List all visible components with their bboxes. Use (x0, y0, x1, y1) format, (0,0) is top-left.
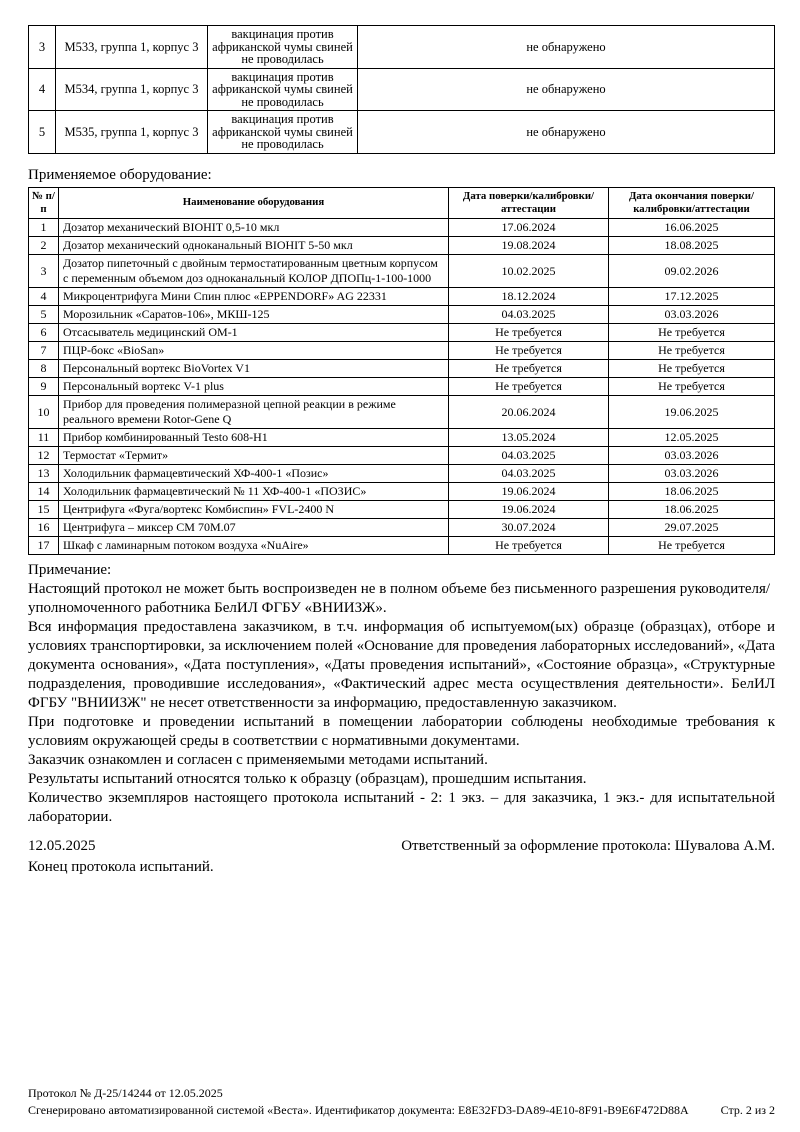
equipment-calibration-date: 13.05.2024 (449, 429, 609, 447)
equipment-calibration-end-date: 29.07.2025 (609, 519, 775, 537)
equipment-number: 6 (29, 324, 59, 342)
equipment-calibration-end-date: 18.06.2025 (609, 483, 775, 501)
sample-row (29, 111, 775, 154)
equipment-calibration-date: 04.03.2025 (449, 447, 609, 465)
responsible-person: Ответственный за оформление протокола: Шувалова А.М. (401, 838, 775, 855)
equipment-table-body (29, 219, 775, 555)
sample-vaccination-info: вакцинация против африканской чумы свиней не проводилась (208, 111, 358, 154)
equipment-name: Холодильник фармацевтический № 11 ХФ-400-1 «ПОЗИС» (59, 483, 449, 501)
end-of-protocol: Конец протокола испытаний. (28, 859, 214, 876)
equipment-number: 13 (29, 465, 59, 483)
sample-id: М533, группа 1, корпус 3 (56, 26, 208, 69)
equipment-name: Прибор комбинированный Testo 608-H1 (59, 429, 449, 447)
equipment-number: 12 (29, 447, 59, 465)
equipment-name: Центрифуга – миксер СМ 70М.07 (59, 519, 449, 537)
equipment-name: Персональный вортекс V-1 plus (59, 378, 449, 396)
sample-number: 5 (29, 111, 56, 154)
sample-id: М535, группа 1, корпус 3 (56, 111, 208, 154)
equipment-name: Холодильник фармацевтический ХФ-400-1 «Позис» (59, 465, 449, 483)
equipment-name: Термостат «Термит» (59, 447, 449, 465)
sample-id: М534, группа 1, корпус 3 (56, 68, 208, 111)
equipment-row (29, 447, 775, 465)
notes-paragraphs (28, 580, 775, 827)
equipment-row (29, 501, 775, 519)
equipment-number: 15 (29, 501, 59, 519)
equipment-row (29, 396, 775, 429)
equipment-number: 8 (29, 360, 59, 378)
equipment-header-date-end: Дата окончания поверки/калибровки/аттестации (609, 187, 775, 219)
equipment-name: Морозильник «Саратов-106», МКШ-125 (59, 306, 449, 324)
footer-page-number: Стр. 2 из 2 (720, 1103, 775, 1117)
equipment-row (29, 429, 775, 447)
equipment-name: Отсасыватель медицинский ОМ-1 (59, 324, 449, 342)
page-footer (28, 1085, 775, 1119)
notes-section (28, 561, 775, 827)
equipment-calibration-end-date: 18.06.2025 (609, 501, 775, 519)
equipment-row (29, 360, 775, 378)
notes-title: Примечание: (28, 562, 112, 579)
equipment-name: Микроцентрифуга Мини Спин плюс «EPPENDORF» AG 22331 (59, 288, 449, 306)
equipment-header-name: Наименование оборудования (59, 187, 449, 219)
equipment-calibration-end-date: 18.08.2025 (609, 237, 775, 255)
sample-result: не обнаружено (358, 111, 775, 154)
note-paragraph: Вся информация предоставлена заказчиком, в т.ч. информация об испытуемом(ых) образце (образцах), отборе и условиях транспортировки, за исключением полей «Основание для проведения лабораторных исследований», «Дата документа основания», «Дата поступления», «Даты проведения испытаний», «Состояние образца», «Структурные подразделения, проводившие исследования», «Фактический адрес места осуществления деятельности». БелИЛ ФГБУ "ВНИИЗЖ" не несет ответственности за информацию, предоставленную заказчиком. (28, 619, 775, 712)
equipment-name: Персональный вортекс BioVortex V1 (59, 360, 449, 378)
equipment-number: 5 (29, 306, 59, 324)
equipment-calibration-end-date: 03.03.2026 (609, 306, 775, 324)
equipment-calibration-end-date: Не требуется (609, 537, 775, 555)
equipment-row (29, 288, 775, 306)
protocol-date: 12.05.2025 (28, 838, 96, 855)
equipment-calibration-date: Не требуется (449, 378, 609, 396)
equipment-row (29, 537, 775, 555)
equipment-calibration-end-date: Не требуется (609, 378, 775, 396)
sample-vaccination-info: вакцинация против африканской чумы свиней не проводилась (208, 26, 358, 69)
equipment-name: Дозатор пипеточный с двойным термостатированным цветным корпусом с переменным объемом доз одноканальный КОЛОР ДПОПц-1-100-1000 (59, 255, 449, 288)
equipment-calibration-date: 19.06.2024 (449, 501, 609, 519)
note-paragraph: Настоящий протокол не может быть воспроизведен не в полном объеме без письменного разрешения руководителя/уполномоченного работника БелИЛ ФГБУ «ВНИИЗЖ». (28, 581, 771, 617)
equipment-number: 10 (29, 396, 59, 429)
equipment-number: 17 (29, 537, 59, 555)
sample-result: не обнаружено (358, 26, 775, 69)
equipment-row (29, 324, 775, 342)
equipment-row (29, 237, 775, 255)
equipment-calibration-date: Не требуется (449, 342, 609, 360)
equipment-calibration-date: Не требуется (449, 324, 609, 342)
footer-generated-info: Сгенерировано автоматизированной системой «Веста». Идентификатор документа: E8E32FD3-DA89-4E10-8F91-B9E6F472D88A (28, 1103, 689, 1117)
equipment-number: 16 (29, 519, 59, 537)
sample-row (29, 26, 775, 69)
equipment-calibration-end-date: 19.06.2025 (609, 396, 775, 429)
equipment-number: 2 (29, 237, 59, 255)
equipment-row (29, 519, 775, 537)
equipment-name: Центрифуга «Фуга/вортекс Комбиспин» FVL-2400 N (59, 501, 449, 519)
equipment-number: 1 (29, 219, 59, 237)
equipment-calibration-end-date: 16.06.2025 (609, 219, 775, 237)
equipment-name: Дозатор механический BIOHIT 0,5-10 мкл (59, 219, 449, 237)
equipment-row (29, 219, 775, 237)
equipment-calibration-end-date: 03.03.2026 (609, 447, 775, 465)
equipment-row (29, 255, 775, 288)
sample-vaccination-info: вакцинация против африканской чумы свиней не проводилась (208, 68, 358, 111)
sample-number: 3 (29, 26, 56, 69)
equipment-calibration-date: 17.06.2024 (449, 219, 609, 237)
equipment-name: ПЦР-бокс «BioSan» (59, 342, 449, 360)
equipment-row (29, 306, 775, 324)
samples-table (28, 25, 775, 154)
equipment-row (29, 465, 775, 483)
sample-row (29, 68, 775, 111)
equipment-name: Прибор для проведения полимеразной цепной реакции в режиме реального времени Rotor-Gene Q (59, 396, 449, 429)
equipment-section-title: Применяемое оборудование: (28, 166, 212, 183)
equipment-name: Дозатор механический одноканальный BIOHIT 5-50 мкл (59, 237, 449, 255)
equipment-number: 4 (29, 288, 59, 306)
equipment-number: 11 (29, 429, 59, 447)
equipment-row (29, 378, 775, 396)
sample-number: 4 (29, 68, 56, 111)
equipment-calibration-end-date: 09.02.2026 (609, 255, 775, 288)
equipment-calibration-date: Не требуется (449, 537, 609, 555)
footer-protocol-number: Протокол № Д-25/14244 от 12.05.2025 (28, 1086, 223, 1100)
equipment-number: 9 (29, 378, 59, 396)
equipment-calibration-end-date: Не требуется (609, 324, 775, 342)
equipment-header-date: Дата поверки/калибровки/аттестации (449, 187, 609, 219)
sample-result: не обнаружено (358, 68, 775, 111)
equipment-calibration-date: 04.03.2025 (449, 465, 609, 483)
equipment-calibration-end-date: 12.05.2025 (609, 429, 775, 447)
equipment-calibration-date: 04.03.2025 (449, 306, 609, 324)
note-paragraph: Количество экземпляров настоящего протокола испытаний - 2: 1 экз. – для заказчика, 1 экз.- для испытательной лаборатории. (28, 790, 775, 826)
equipment-calibration-date: 19.06.2024 (449, 483, 609, 501)
equipment-number: 3 (29, 255, 59, 288)
equipment-header-row (29, 187, 775, 219)
equipment-calibration-date: 10.02.2025 (449, 255, 609, 288)
equipment-number: 7 (29, 342, 59, 360)
equipment-number: 14 (29, 483, 59, 501)
note-paragraph: Заказчик ознакомлен и согласен с применяемыми методами испытаний. (28, 752, 488, 769)
equipment-calibration-date: 30.07.2024 (449, 519, 609, 537)
equipment-header-num: № п/п (29, 187, 59, 219)
samples-table-body (29, 26, 775, 154)
equipment-row (29, 483, 775, 501)
note-paragraph: При подготовке и проведении испытаний в помещении лаборатории соблюдены необходимые требования к условиям окружающей среды в соответствии с нормативными документами. (28, 714, 775, 750)
equipment-calibration-end-date: Не требуется (609, 360, 775, 378)
equipment-calibration-date: Не требуется (449, 360, 609, 378)
equipment-table (28, 187, 775, 556)
equipment-name: Шкаф с ламинарным потоком воздуха «NuAire» (59, 537, 449, 555)
equipment-calibration-date: 19.08.2024 (449, 237, 609, 255)
equipment-calibration-date: 20.06.2024 (449, 396, 609, 429)
signature-row (28, 837, 775, 856)
equipment-calibration-end-date: Не требуется (609, 342, 775, 360)
equipment-calibration-date: 18.12.2024 (449, 288, 609, 306)
equipment-calibration-end-date: 17.12.2025 (609, 288, 775, 306)
equipment-calibration-end-date: 03.03.2026 (609, 465, 775, 483)
equipment-row (29, 342, 775, 360)
note-paragraph: Результаты испытаний относятся только к образцу (образцам), прошедшим испытания. (28, 771, 587, 788)
